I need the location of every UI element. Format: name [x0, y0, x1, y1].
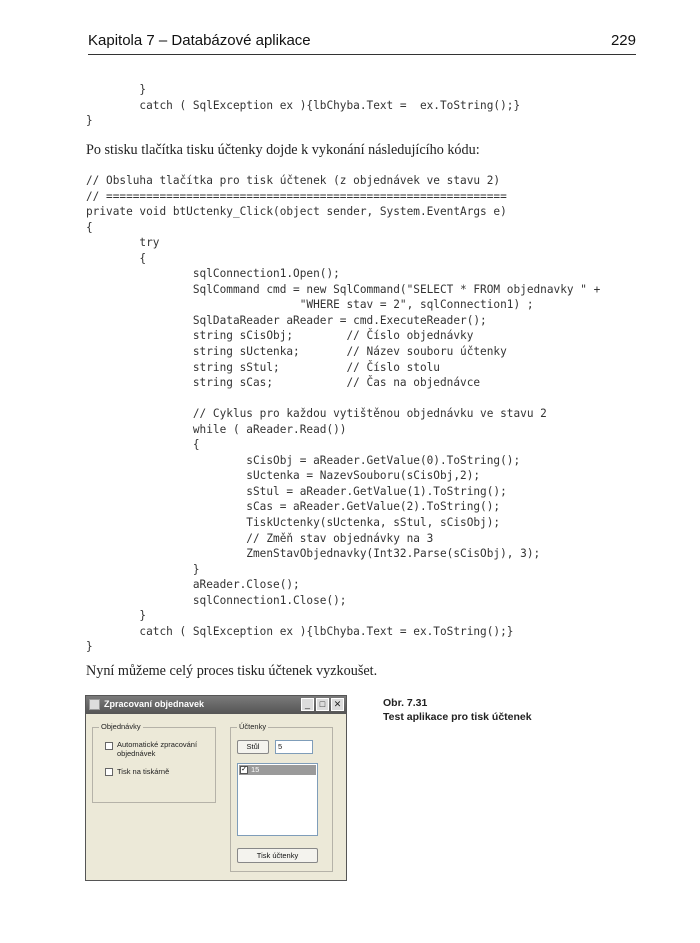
auto-processing-checkbox[interactable] [105, 742, 113, 750]
code-line: // Změň stav objednávky na 3 [86, 531, 434, 545]
code-line: sCisObj = aReader.GetValue(0).ToString(); [86, 453, 521, 467]
code-line: // Obsluha tlačítka pro tisk účtenek (z objednávek ve stavu 2) [86, 174, 501, 187]
code-line: "WHERE stav = 2", sqlConnection1) ; [86, 298, 534, 312]
list-item[interactable] [239, 765, 316, 775]
page-number: 229 [610, 32, 636, 49]
paragraph-1: Po stisku tlačítka tisku účtenky dojde k vykonání následujícího kódu: [86, 142, 480, 158]
code-line: } [86, 83, 147, 96]
code-line [86, 391, 600, 407]
maximize-button[interactable]: □ [316, 698, 329, 711]
page-header [88, 30, 636, 55]
code-line: } [86, 640, 93, 654]
code-line: sqlConnection1.Open(); [86, 267, 340, 281]
code-line: } [86, 562, 200, 576]
paragraph-2: Nyní můžeme celý proces tisku účtenek vyzkoušet. [86, 663, 378, 679]
close-button[interactable]: ✕ [331, 698, 344, 711]
code-line: } [86, 114, 93, 128]
list-item-label: 15 [251, 765, 260, 774]
checkmark-icon[interactable]: ✓ [241, 766, 247, 773]
groupbox-objednavky [92, 722, 216, 803]
groupbox-objednavky-label: Objednávky [101, 722, 141, 731]
table-number-input[interactable]: 5 [275, 740, 313, 754]
code-line: // Cyklus pro každou vytištěnou objednávku ve stavu 2 [86, 407, 547, 421]
code-line: sUctenka = NazevSouboru(sCisObj,2); [86, 469, 481, 483]
window-app-icon [89, 699, 100, 710]
minimize-button[interactable]: _ [301, 698, 314, 711]
code-line: SqlDataReader aReader = cmd.ExecuteReader(); [86, 313, 487, 327]
window-title: Zpracovaní objednavek [104, 699, 205, 709]
code-line: sStul = aReader.GetValue(1).ToString(); [86, 484, 507, 498]
code-line: string sStul; // Číslo stolu [86, 360, 440, 374]
code-line: while ( aReader.Read()) [86, 422, 347, 436]
code-line: TiskUctenky(sUctenka, sStul, sCisObj); [86, 516, 501, 530]
code-line: string sUctenka; // Název souboru účtenky [86, 345, 507, 359]
code-line: string sCas; // Čas na objednávce [86, 376, 481, 390]
code-line: // ============================================================ [86, 189, 507, 203]
receipts-listbox[interactable] [237, 763, 318, 836]
code-line: { [86, 251, 147, 265]
window-titlebar [86, 696, 346, 714]
figure-number: Obr. 7.31 [383, 697, 428, 709]
print-to-printer-label: Tisk na tiskárně [117, 767, 170, 776]
code-line: catch ( SqlException ex ){lbChyba.Text = ex.ToString();} [86, 624, 514, 638]
code-line: ZmenStavObjednavky(Int32.Parse(sCisObj), 3); [86, 547, 541, 561]
groupbox-uctenky-label: Účtenky [239, 722, 267, 731]
app-window-screenshot [85, 695, 347, 881]
code-block-1 [86, 82, 520, 129]
code-line: private void btUctenky_Click(object sender, System.EventArgs e) [86, 205, 507, 219]
code-line: try [86, 236, 160, 250]
code-line: string sCisObj; // Číslo objednávky [86, 329, 474, 343]
figure-caption: Test aplikace pro tisk účtenek [383, 711, 532, 723]
groupbox-uctenky [230, 722, 333, 872]
print-to-printer-checkbox[interactable] [105, 768, 113, 776]
code-line: SqlCommand cmd = new SqlCommand("SELECT * FROM objednavky " + [86, 282, 601, 296]
print-receipt-button[interactable]: Tisk účtenky [237, 848, 318, 863]
code-line: catch ( SqlException ex ){lbChyba.Text = ex.ToString();} [86, 98, 521, 112]
code-line: aReader.Close(); [86, 578, 300, 592]
code-line: sqlConnection1.Close(); [86, 593, 347, 607]
code-line: { [86, 220, 93, 234]
auto-processing-label: Automatické zpracování objednávek [117, 740, 198, 758]
code-line: sCas = aReader.GetValue(2).ToString(); [86, 500, 501, 514]
table-button[interactable]: Stůl [237, 740, 269, 754]
code-block-2 [86, 173, 600, 655]
chapter-title: Kapitola 7 – Databázové aplikace [88, 32, 311, 49]
code-line: } [86, 609, 147, 623]
code-line: { [86, 438, 200, 452]
